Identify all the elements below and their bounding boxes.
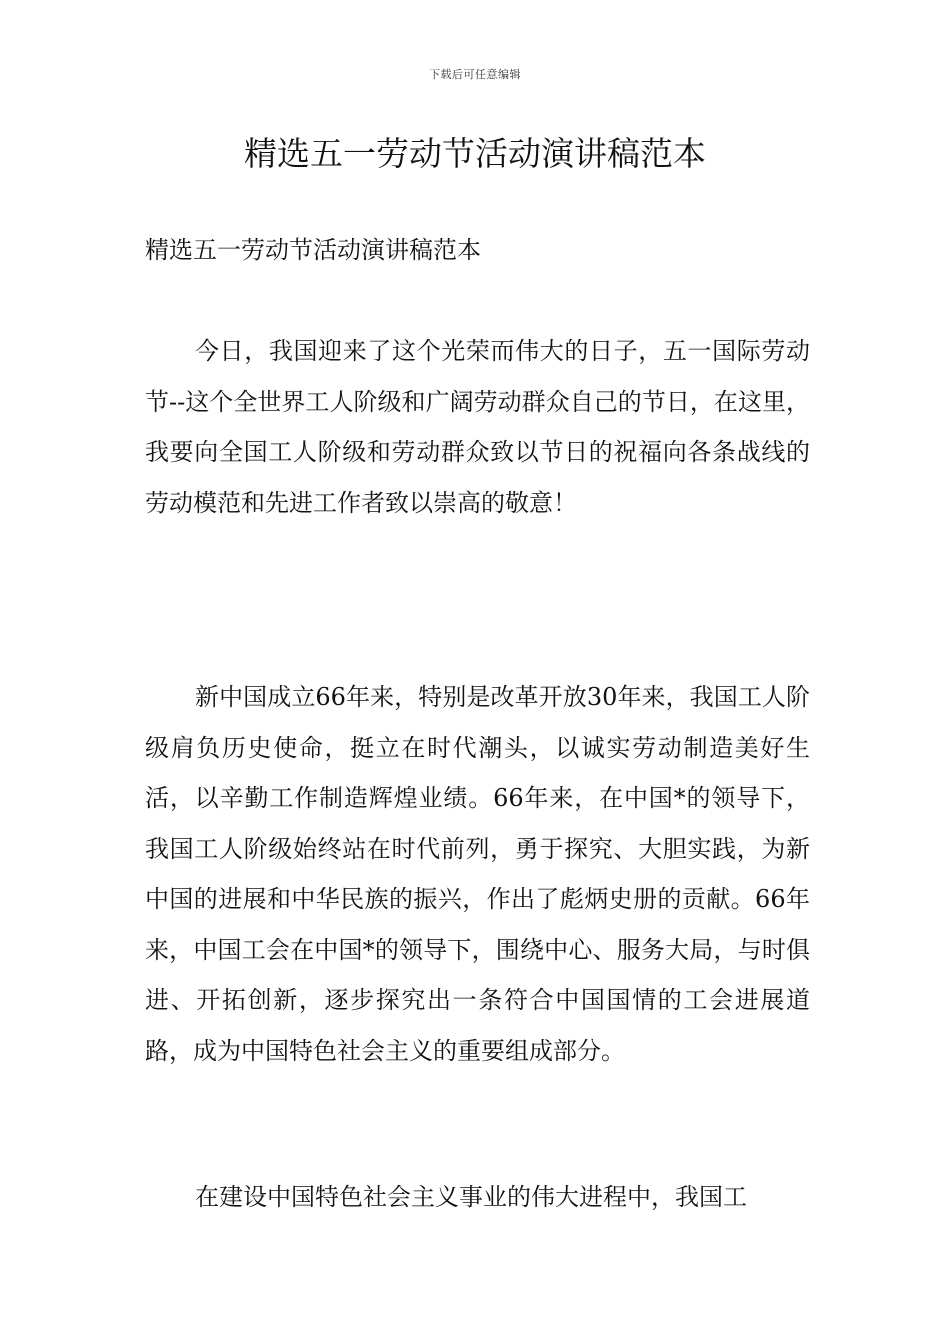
- paragraph-2: 新中国成立66年来，特别是改革开放30年来，我国工人阶级肩负历史使命，挺立在时代潮头，以诚实劳动制造美好生活，以辛勤工作制造辉煌业绩。66年来，在中国*的领导下，我国工人阶级始终站在时代前列，勇于探究、大胆实践，为新中国的进展和中华民族的振兴，作出了彪炳史册的贡献。66年来，中国工会在中国*的领导下，围绕中心、服务大局，与时俱进、开拓创新，逐步探究出一条符合中国国情的工会进展道路，成为中国特色社会主义的重要组成部分。: [145, 683, 810, 1065]
- paragraph-1: 今日，我国迎来了这个光荣而伟大的日子，五一国际劳动节--这个全世界工人阶级和广阔劳动群众自己的节日，在这里，我要向全国工人阶级和劳动群众致以节日的祝福向各条战线的劳动模范和先进工作者致以崇高的敬意！: [145, 337, 810, 517]
- document-title: 精选五一劳动节活动演讲稿范本: [244, 134, 706, 173]
- paragraph-3: 在建设中国特色社会主义事业的伟大进程中，我国工: [195, 1183, 747, 1211]
- document-subtitle: 精选五一劳动节活动演讲稿范本: [145, 236, 481, 264]
- header-note: 下载后可任意编辑: [429, 68, 521, 81]
